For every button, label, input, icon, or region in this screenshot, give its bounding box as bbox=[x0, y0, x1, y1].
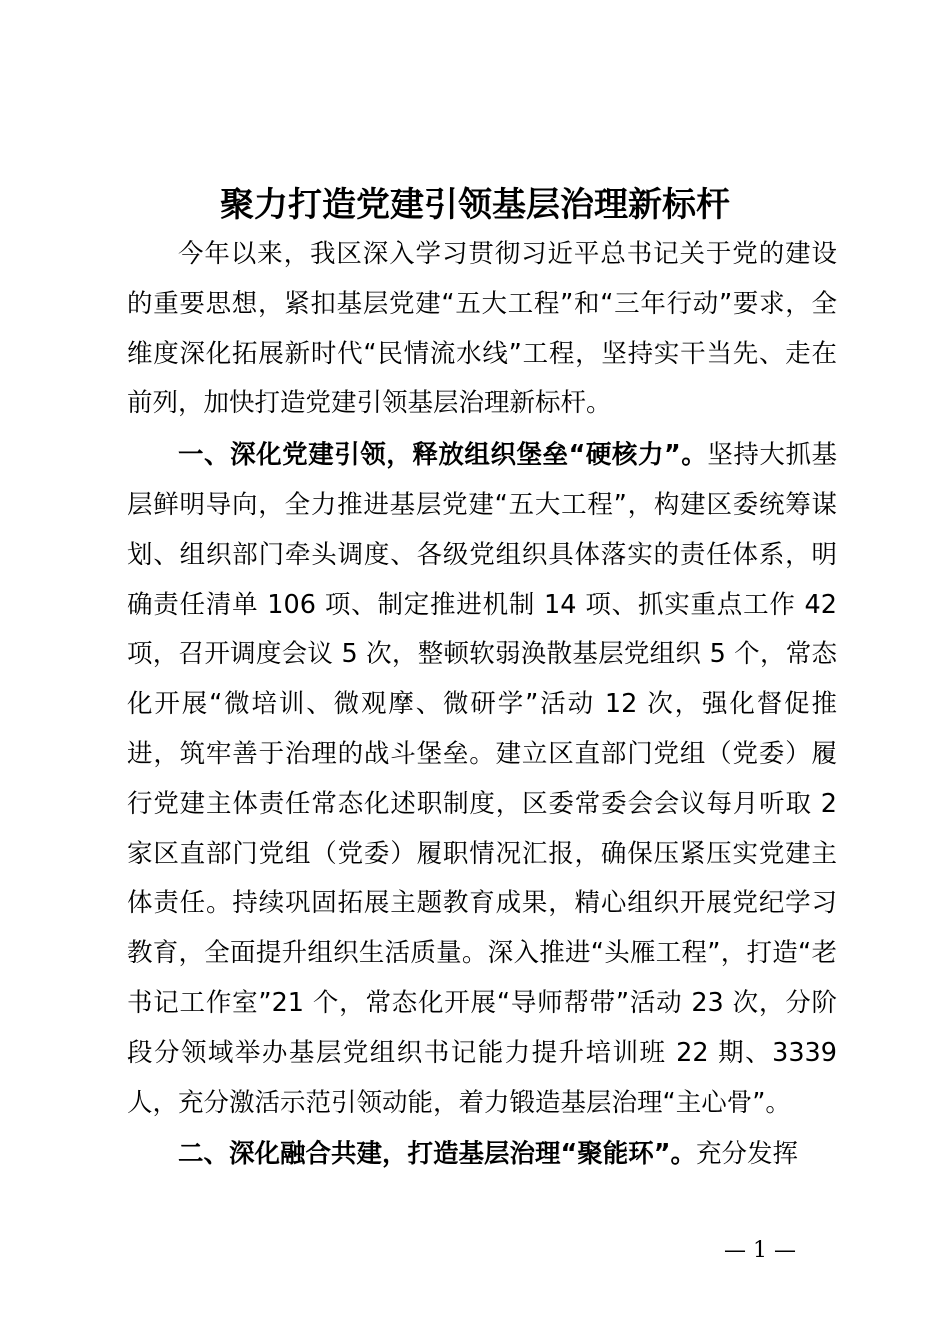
section-2-paragraph bbox=[127, 1130, 837, 1180]
document-title: 聚力打造党建引领基层治理新标杆 bbox=[220, 185, 730, 225]
section-1-heading: 一、深化党建引领，释放组织堡垒“硬核力”。 bbox=[178, 440, 708, 471]
page-number: — 1 — bbox=[724, 1238, 796, 1263]
intro-paragraph: 今年以来，我区深入学习贯彻习近平总书记关于党的建设的重要思想，紧扣基层党建“五大工程”和“三年行动”要求，全维度深化拓展新时代“民情流水线”工程，坚持实干当先、走在前列，加快打造党建引领基层治理新标杆。 bbox=[127, 239, 837, 419]
document-body bbox=[127, 230, 837, 1180]
section-1-paragraph bbox=[127, 431, 837, 1128]
section-2-body: 充分发挥 bbox=[696, 1139, 799, 1170]
section-2-heading: 二、深化融合共建，打造基层治理“聚能环”。 bbox=[178, 1139, 697, 1170]
section-1-body: 坚持大抓基层鲜明导向，全力推进基层党建“五大工程”，构建区委统筹谋划、组织部门牵头调度、各级党组织具体落实的责任体系，明确责任清单 106 项、制定推进机制 14 项、抓实重点工作 42 项，召开调度会议 5 次，整顿软弱涣散基层党组织 5 个，常态化开展“微培训、微观摩、微研学”活动 12 次，强化督促推进，筑牢善于治理的战斗堡垒。建立区直部门党组（党委）履行党建主体责任常态化述职制度，区委常委会会议每月听取 2 家区直部门党组（党委）履职情况汇报，确保压紧压实党建主体责任。持续巩固拓展主题教育成果，精心组织开展党纪学习教育，全面提升组织生活质量。深入推进“头雁工程”，打造“老书记工作室”21 个，常态化开展“导师帮带”活动 23 次，分阶段分领域举办基层党组织书记能力提升培训班 22 期、3339 人，充分激活示范引领动能，着力锻造基层治理“主心骨”。 bbox=[127, 440, 837, 1118]
